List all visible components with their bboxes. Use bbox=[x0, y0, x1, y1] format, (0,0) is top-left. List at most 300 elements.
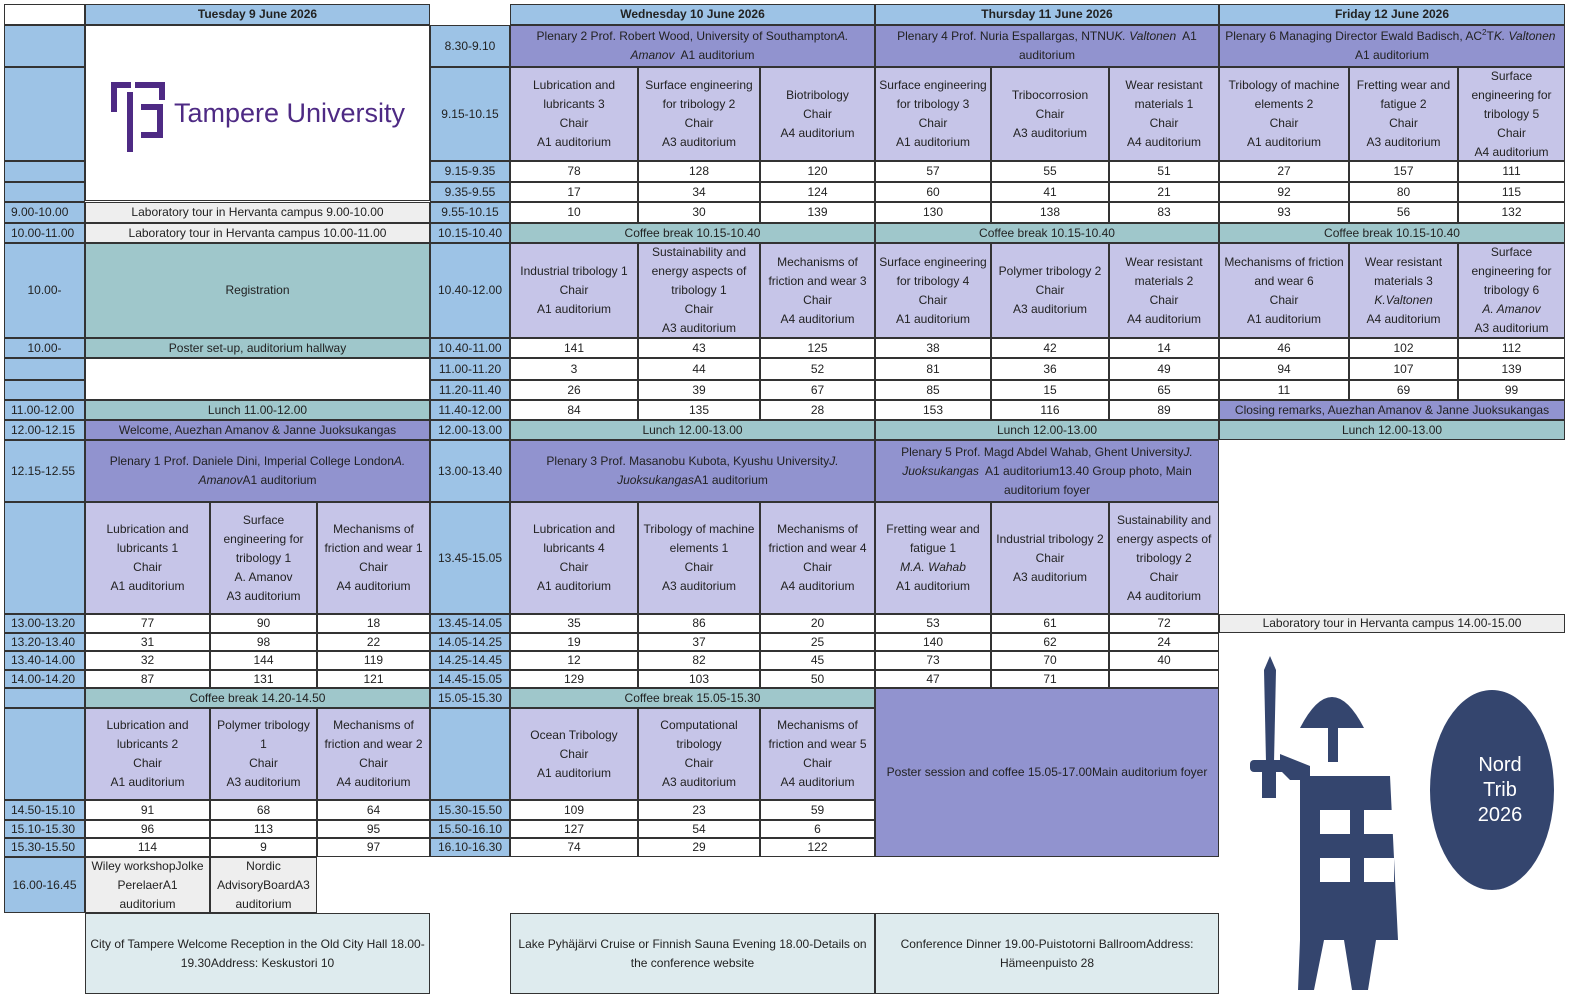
abstract-r6-4: 15 bbox=[991, 380, 1109, 400]
abstract-r2-4: 41 bbox=[991, 182, 1109, 202]
tue-abstract-b-0-0: 91 bbox=[85, 800, 210, 820]
plenary-2-chair: A. Amanov bbox=[630, 29, 849, 62]
session-t4-line-4: A1 auditorium bbox=[110, 775, 185, 789]
session-f5 bbox=[1349, 243, 1458, 338]
abstract-r6-5: 65 bbox=[1109, 380, 1219, 400]
abstract-a-3-1: 103 bbox=[638, 670, 760, 688]
session-w12-line-3: Chair bbox=[803, 756, 832, 770]
plenary-1-line-3: A1 auditorium bbox=[242, 473, 317, 487]
plenary-6-title bbox=[1225, 29, 1494, 43]
session-w11-line-1: Computational bbox=[660, 718, 738, 732]
abstract-r4-3: 38 bbox=[875, 338, 991, 358]
session-w9-line-1: Mechanisms of bbox=[777, 522, 858, 536]
tue-time-t1000: 10.00-11.00 bbox=[4, 223, 85, 243]
session-w6 bbox=[760, 243, 875, 338]
tue-wiley-workshop-line-2: Jolke Perelaer bbox=[117, 858, 204, 892]
session-t6-line-3: Chair bbox=[359, 756, 388, 770]
session-w5-line-3: tribology 1 bbox=[671, 283, 727, 297]
session-w9-line-2: friction and wear 4 bbox=[768, 541, 867, 555]
abstract-r3-5: 83 bbox=[1109, 202, 1219, 223]
tampere-university-logo bbox=[85, 25, 430, 201]
abstract-r5-8: 139 bbox=[1458, 358, 1565, 380]
time-slot-r955: 9.55-10.15 bbox=[430, 202, 510, 223]
plenary-6 bbox=[1219, 25, 1565, 67]
plenary-6-title-end: T bbox=[1486, 29, 1494, 43]
session-w11 bbox=[638, 708, 760, 800]
session-w11-line-3: Chair bbox=[684, 756, 714, 770]
abstract-r7-4: 116 bbox=[991, 400, 1109, 420]
abstract-r1-5: 51 bbox=[1109, 161, 1219, 182]
time-slot-r1345b: 13.45-14.05 bbox=[430, 614, 510, 633]
abstract-r3-7: 56 bbox=[1349, 202, 1458, 223]
day-header-tuesday: Tuesday 9 June 2026 bbox=[85, 4, 430, 25]
session-w7-line-4: A1 auditorium bbox=[536, 579, 612, 593]
tue-abstract-b-2-0: 114 bbox=[85, 838, 210, 857]
tue-welcome: Welcome, Auezhan Amanov & Janne Juoksukangas bbox=[85, 420, 430, 440]
session-t2-line-1: Surface bbox=[242, 512, 285, 527]
session-h9-line-2: energy aspects of bbox=[1116, 531, 1212, 546]
abstract-a-2-5: 40 bbox=[1109, 651, 1219, 670]
session-h5 bbox=[991, 243, 1109, 338]
session-w5-line-4: Chair bbox=[684, 302, 714, 316]
time-blank-cell bbox=[430, 708, 510, 800]
session-h4 bbox=[875, 243, 991, 338]
time-slot-r1550: 15.50-16.10 bbox=[430, 820, 510, 838]
thu-evening-dinner-line-3: Address: Hämeenpuisto 28 bbox=[999, 936, 1194, 970]
session-f3-line-2: engineering for bbox=[1471, 87, 1552, 102]
abstract-r6-6: 11 bbox=[1219, 380, 1349, 400]
abstract-r2-1: 34 bbox=[638, 182, 760, 202]
abstract-r5-7: 107 bbox=[1349, 358, 1458, 380]
time-slot-r1040: 10.40-12.00 bbox=[430, 243, 510, 338]
plenary-1 bbox=[85, 440, 430, 502]
session-w12-line-1: Mechanisms of bbox=[777, 718, 858, 732]
tue-nordic-advisory-board-line-3: A3 auditorium bbox=[235, 877, 310, 911]
tue-time-t1600: 16.00-16.45 bbox=[4, 857, 85, 913]
session-w8-line-2: elements 1 bbox=[669, 541, 729, 555]
abstract-a-0-2: 20 bbox=[760, 614, 875, 633]
abstract-r1-0: 78 bbox=[510, 161, 638, 182]
abstract-r5-0: 3 bbox=[510, 358, 638, 380]
abstract-r3-0: 10 bbox=[510, 202, 638, 223]
session-h6-line-4: A4 auditorium bbox=[1126, 311, 1202, 326]
session-f3-line-1: Surface bbox=[1490, 68, 1533, 83]
tue-abstract-a-2-2: 119 bbox=[317, 651, 430, 670]
plenary-1-line-1: Plenary 1 Prof. Daniele Dini, Imperial College London bbox=[109, 454, 394, 468]
session-t6 bbox=[317, 708, 430, 800]
wed-evening-cruise bbox=[510, 913, 875, 994]
session-h1-line-2: for tribology 3 bbox=[896, 97, 970, 111]
plenary-2 bbox=[510, 25, 875, 67]
session-w3-line-1: Biotribology bbox=[786, 87, 849, 102]
abstract-r6-7: 69 bbox=[1349, 380, 1458, 400]
plenary-6-chair: K. Valtonen bbox=[1493, 29, 1556, 43]
tue-time-blank bbox=[4, 358, 85, 380]
abstract-a-1-4: 62 bbox=[991, 633, 1109, 651]
abstract-r2-6: 92 bbox=[1219, 182, 1349, 202]
tue-time-blank bbox=[4, 182, 85, 202]
session-h7-line-4: A1 auditorium bbox=[895, 579, 971, 593]
tue-time-blank bbox=[4, 67, 85, 161]
session-t6-line-4: A4 auditorium bbox=[336, 775, 411, 789]
session-f4-line-1: Mechanisms of friction bbox=[1224, 254, 1344, 269]
tue-lab-tour-1: Laboratory tour in Hervanta campus 9.00-10.00 bbox=[85, 202, 430, 223]
session-f4 bbox=[1219, 243, 1349, 338]
tue-wiley-workshop bbox=[85, 857, 210, 913]
tue-time-t1100: 11.00-12.00 bbox=[4, 400, 85, 420]
tue-evening-reception bbox=[85, 913, 430, 994]
session-f5-line-4: A4 auditorium bbox=[1366, 311, 1441, 326]
session-h3-line-4: A4 auditorium bbox=[1126, 135, 1202, 149]
session-h5-line-1: Polymer tribology 2 bbox=[998, 264, 1102, 278]
session-f3-line-3: tribology 5 bbox=[1483, 106, 1540, 121]
session-h3 bbox=[1109, 67, 1219, 161]
session-h7-line-1: Fretting wear and bbox=[886, 522, 980, 536]
session-t5-line-2: 1 bbox=[260, 737, 267, 751]
tue-wiley-workshop-line-1: Wiley workshop bbox=[91, 858, 176, 873]
plenary-5-photo: 13.40 Group photo, Main auditorium foyer bbox=[1003, 463, 1192, 497]
session-h6 bbox=[1109, 243, 1219, 338]
abstract-r2-5: 21 bbox=[1109, 182, 1219, 202]
tue-lunch: Lunch 11.00-12.00 bbox=[85, 400, 430, 420]
session-f2-line-1: Fretting wear and bbox=[1356, 78, 1451, 92]
thu-coffee-break: Coffee break 10.15-10.40 bbox=[875, 223, 1219, 243]
abstract-r7-3: 153 bbox=[875, 400, 991, 420]
session-f1-line-4: A1 auditorium bbox=[1246, 135, 1322, 149]
session-w8-line-1: Tribology of machine bbox=[643, 522, 755, 536]
session-w9 bbox=[760, 502, 875, 614]
session-h6-line-1: Wear resistant bbox=[1125, 254, 1203, 269]
session-f6 bbox=[1458, 243, 1565, 338]
plenary-5-title: Plenary 5 Prof. Magd Abdel Wahab, Ghent University bbox=[901, 444, 1184, 459]
tue-evening-reception-line-2: 19.30 bbox=[180, 955, 211, 970]
session-w3-line-3: A4 auditorium bbox=[780, 125, 855, 140]
tue-time-t1510: 15.10-15.30 bbox=[4, 820, 85, 838]
abstract-r1-3: 57 bbox=[875, 161, 991, 182]
thu-evening-dinner-line-2: Puistotorni Ballroom bbox=[1038, 936, 1147, 951]
session-w7-line-3: Chair bbox=[559, 560, 589, 574]
abstract-r4-1: 43 bbox=[638, 338, 760, 358]
session-t5-line-1: Polymer tribology bbox=[217, 718, 310, 732]
session-w6-line-4: A4 auditorium bbox=[780, 311, 855, 326]
tue-nordic-advisory-board-line-2: Board bbox=[263, 877, 296, 892]
time-slot-r1530: 15.30-15.50 bbox=[430, 800, 510, 820]
abstract-r2-0: 17 bbox=[510, 182, 638, 202]
thu-poster-session-line-1: Poster session and coffee 15.05-17.00 bbox=[886, 765, 1092, 779]
abstract-r7-5: 89 bbox=[1109, 400, 1219, 420]
session-w5-line-5: A3 auditorium bbox=[661, 321, 737, 335]
session-h3-line-3: Chair bbox=[1149, 116, 1179, 130]
abstract-a-3-2: 50 bbox=[760, 670, 875, 688]
fri-closing-remarks: Closing remarks, Auezhan Amanov & Janne Juoksukangas bbox=[1219, 400, 1565, 420]
session-w5 bbox=[638, 243, 760, 338]
session-h9-line-4: Chair bbox=[1149, 569, 1179, 584]
time-slot-r1345: 13.45-15.05 bbox=[430, 502, 510, 614]
abstract-r7-0: 84 bbox=[510, 400, 638, 420]
tue-time-t1215: 12.15-12.55 bbox=[4, 440, 85, 502]
plenary-3 bbox=[510, 440, 875, 502]
session-f5-line-1: Wear resistant bbox=[1364, 254, 1443, 269]
tue-nordic-advisory-board-line-1: Nordic Advisory bbox=[217, 858, 281, 892]
abstract-r3-4: 138 bbox=[991, 202, 1109, 223]
session-w1-line-1: Lubrication and bbox=[532, 78, 616, 92]
abstract-a-0-0: 35 bbox=[510, 614, 638, 633]
session-w2-line-3: Chair bbox=[684, 116, 714, 130]
tue-time-t1320: 13.20-13.40 bbox=[4, 633, 85, 651]
session-t4-line-1: Lubrication and bbox=[106, 718, 189, 732]
time-slot-r915b: 9.15-9.35 bbox=[430, 161, 510, 182]
session-h8 bbox=[991, 502, 1109, 614]
session-w3 bbox=[760, 67, 875, 161]
tue-time-t10b: 10.00- bbox=[4, 338, 85, 358]
abstract-b-1-0: 127 bbox=[510, 820, 638, 838]
abstract-a-0-4: 61 bbox=[991, 614, 1109, 633]
abstract-r6-8: 99 bbox=[1458, 380, 1565, 400]
session-w4-line-2: Chair bbox=[559, 283, 589, 297]
session-t4-line-3: Chair bbox=[133, 756, 162, 770]
session-w5-line-2: energy aspects of bbox=[651, 264, 747, 278]
abstract-r5-4: 36 bbox=[991, 358, 1109, 380]
session-f6-line-1: Surface bbox=[1490, 245, 1533, 259]
plenary-4 bbox=[875, 25, 1219, 67]
abstract-r5-1: 44 bbox=[638, 358, 760, 380]
wed-lunch: Lunch 12.00-13.00 bbox=[510, 420, 875, 440]
time-slot-r1300: 13.00-13.40 bbox=[430, 440, 510, 502]
session-h4-line-2: for tribology 4 bbox=[896, 273, 970, 288]
session-h9 bbox=[1109, 502, 1219, 614]
time-slot-r830: 8.30-9.10 bbox=[430, 25, 510, 67]
abstract-b-0-0: 109 bbox=[510, 800, 638, 820]
abstract-r6-2: 67 bbox=[760, 380, 875, 400]
session-h6-line-2: materials 2 bbox=[1134, 273, 1194, 288]
tue-abstract-a-3-0: 87 bbox=[85, 670, 210, 688]
session-h2-line-1: Tribocorrosion bbox=[1011, 87, 1089, 102]
session-t3-line-2: friction and wear 1 bbox=[324, 541, 423, 555]
abstract-r1-7: 157 bbox=[1349, 161, 1458, 182]
abstract-a-3-0: 129 bbox=[510, 670, 638, 688]
session-h2-line-3: A3 auditorium bbox=[1012, 125, 1088, 140]
tue-time-blank bbox=[4, 25, 85, 67]
abstract-b-1-2: 6 bbox=[760, 820, 875, 838]
tue-abstract-b-2-2: 97 bbox=[317, 838, 430, 857]
abstract-a-2-3: 73 bbox=[875, 651, 991, 670]
wed-evening-cruise-line-2: Details on the conference website bbox=[630, 936, 867, 970]
wed-coffee-break-2: Coffee break 15.05-15.30 bbox=[510, 688, 875, 708]
tue-wiley-workshop-line-3: A1 auditorium bbox=[119, 877, 178, 911]
time-slot-r1445: 14.45-15.05 bbox=[430, 670, 510, 688]
session-t3-line-3: Chair bbox=[359, 560, 388, 574]
session-t4-line-2: lubricants 2 bbox=[116, 737, 179, 751]
plenary-5-chair: J. Juoksukangas bbox=[902, 444, 1193, 478]
session-w4-line-1: Industrial tribology 1 bbox=[520, 264, 628, 278]
session-w10 bbox=[510, 708, 638, 800]
mascot-line-3: 2026 bbox=[1477, 803, 1523, 826]
time-slot-r1120: 11.20-11.40 bbox=[430, 380, 510, 400]
abstract-a-1-5: 24 bbox=[1109, 633, 1219, 651]
abstract-b-2-1: 29 bbox=[638, 838, 760, 857]
fri-lunch: Lunch 12.00-13.00 bbox=[1219, 420, 1565, 440]
tue-abstract-a-2-0: 32 bbox=[85, 651, 210, 670]
abstract-b-1-1: 54 bbox=[638, 820, 760, 838]
session-t3 bbox=[317, 502, 430, 614]
session-h7 bbox=[875, 502, 991, 614]
abstract-r1-1: 128 bbox=[638, 161, 760, 182]
session-f6-line-2: engineering for bbox=[1471, 264, 1552, 278]
session-w3-line-2: Chair bbox=[803, 106, 832, 121]
thu-evening-dinner bbox=[875, 913, 1219, 994]
session-w2-line-2: for tribology 2 bbox=[662, 97, 736, 111]
time-slot-r915: 9.15-10.15 bbox=[430, 67, 510, 161]
abstract-r5-3: 81 bbox=[875, 358, 991, 380]
time-slot-r1425: 14.25-14.45 bbox=[430, 651, 510, 670]
tue-abstract-a-0-1: 90 bbox=[210, 614, 317, 633]
session-f3-line-4: Chair bbox=[1497, 125, 1526, 140]
abstract-a-3-5 bbox=[1109, 670, 1219, 688]
session-w7-line-1: Lubrication and bbox=[532, 522, 616, 536]
abstract-r7-1: 135 bbox=[638, 400, 760, 420]
session-f2-line-4: A3 auditorium bbox=[1366, 135, 1441, 149]
tue-time-t1450: 14.50-15.10 bbox=[4, 800, 85, 820]
abstract-r6-0: 26 bbox=[510, 380, 638, 400]
abstract-a-2-1: 82 bbox=[638, 651, 760, 670]
session-w7 bbox=[510, 502, 638, 614]
day-header-wednesday: Wednesday 10 June 2026 bbox=[510, 4, 875, 25]
tampere-logo-mark-icon bbox=[110, 73, 168, 153]
session-h8-line-2: Chair bbox=[1035, 550, 1065, 565]
tue-coffee-break: Coffee break 14.20-14.50 bbox=[85, 688, 430, 708]
session-w11-line-2: tribology bbox=[676, 737, 722, 751]
mascot-shield-text bbox=[1450, 750, 1550, 830]
session-f1-line-3: Chair bbox=[1269, 116, 1299, 130]
tue-abstract-b-2-1: 9 bbox=[210, 838, 317, 857]
tue-abstract-a-3-2: 121 bbox=[317, 670, 430, 688]
abstract-a-1-1: 37 bbox=[638, 633, 760, 651]
session-t2-line-3: tribology 1 bbox=[235, 550, 292, 565]
session-h4-line-4: A1 auditorium bbox=[895, 311, 971, 326]
session-t3-line-1: Mechanisms of bbox=[333, 522, 414, 536]
plenary-5 bbox=[875, 440, 1219, 502]
abstract-r2-7: 80 bbox=[1349, 182, 1458, 202]
tue-abstract-b-1-1: 113 bbox=[210, 820, 317, 838]
session-h1 bbox=[875, 67, 991, 161]
abstract-a-1-0: 19 bbox=[510, 633, 638, 651]
tue-lab-tour-2: Laboratory tour in Hervanta campus 10.00-11.00 bbox=[85, 223, 430, 243]
session-w7-line-2: lubricants 4 bbox=[543, 541, 605, 555]
plenary-1-line-2: A. Amanov bbox=[198, 454, 406, 487]
abstract-r2-3: 60 bbox=[875, 182, 991, 202]
plenary-6-sup: 2 bbox=[1482, 28, 1487, 37]
tue-time-t1200: 12.00-12.15 bbox=[4, 420, 85, 440]
session-h4-line-1: Surface engineering bbox=[879, 254, 987, 269]
session-f6-line-5: A3 auditorium bbox=[1474, 321, 1549, 335]
tue-time-t1400: 14.00-14.20 bbox=[4, 670, 85, 688]
session-w5-line-1: Sustainability and bbox=[651, 245, 747, 259]
abstract-r1-6: 27 bbox=[1219, 161, 1349, 182]
logo-wordmark: Tampere University bbox=[173, 98, 406, 128]
tue-blank-block bbox=[85, 358, 430, 400]
session-h8-line-1: Industrial tribology 2 bbox=[996, 531, 1104, 546]
tue-nordic-advisory-board bbox=[210, 857, 317, 913]
abstract-r3-8: 132 bbox=[1458, 202, 1565, 223]
session-w12-line-4: A4 auditorium bbox=[780, 775, 855, 789]
plenary-4-room: A1 auditorium bbox=[1018, 29, 1197, 62]
plenary-6-title-text: Plenary 6 Managing Director Ewald Badisch, AC bbox=[1225, 29, 1483, 43]
session-w6-line-1: Mechanisms of bbox=[777, 254, 858, 269]
time-slot-r1200: 12.00-13.00 bbox=[430, 420, 510, 440]
abstract-r1-2: 120 bbox=[760, 161, 875, 182]
fri-lab-tour: Laboratory tour in Hervanta campus 14.00-15.00 bbox=[1219, 614, 1565, 633]
session-h4-line-3: Chair bbox=[918, 292, 948, 307]
session-t6-line-1: Mechanisms of bbox=[333, 718, 414, 732]
session-f4-line-2: and wear 6 bbox=[1254, 273, 1314, 288]
tue-time-t1300: 13.00-13.20 bbox=[4, 614, 85, 633]
tue-evening-reception-line-1: City of Tampere Welcome Reception in the Old City Hall 18.00- bbox=[90, 936, 425, 951]
mascot-line-1: Nord bbox=[1478, 753, 1522, 776]
session-t2 bbox=[210, 502, 317, 614]
abstract-r4-4: 42 bbox=[991, 338, 1109, 358]
session-w8 bbox=[638, 502, 760, 614]
session-f4-line-4: A1 auditorium bbox=[1246, 311, 1322, 326]
session-h9-line-1: Sustainability and bbox=[1116, 512, 1212, 527]
tue-time-t900: 9.00-10.00 bbox=[4, 202, 85, 223]
abstract-r1-8: 111 bbox=[1458, 161, 1565, 182]
abstract-r7-2: 28 bbox=[760, 400, 875, 420]
session-f5-line-3: K.Valtonen bbox=[1374, 292, 1433, 307]
tue-abstract-a-1-0: 31 bbox=[85, 633, 210, 651]
abstract-r6-3: 85 bbox=[875, 380, 991, 400]
plenary-3-line-2: J. Juoksukangas bbox=[617, 454, 839, 487]
session-w2 bbox=[638, 67, 760, 161]
session-f4-line-3: Chair bbox=[1269, 292, 1299, 307]
time-slot-r1610: 16.10-16.30 bbox=[430, 838, 510, 857]
tue-abstract-a-1-1: 98 bbox=[210, 633, 317, 651]
abstract-r2-8: 115 bbox=[1458, 182, 1565, 202]
abstract-r4-2: 125 bbox=[760, 338, 875, 358]
tue-abstract-a-2-1: 144 bbox=[210, 651, 317, 670]
abstract-r5-2: 52 bbox=[760, 358, 875, 380]
plenary-2-room: A1 auditorium bbox=[680, 48, 755, 62]
abstract-r3-3: 130 bbox=[875, 202, 991, 223]
plenary-3-line-3: A1 auditorium bbox=[693, 473, 768, 487]
session-w10-line-3: A1 auditorium bbox=[536, 765, 612, 780]
abstract-r4-5: 14 bbox=[1109, 338, 1219, 358]
abstract-r3-1: 30 bbox=[638, 202, 760, 223]
session-t5-line-4: A3 auditorium bbox=[226, 775, 301, 789]
session-t1-line-1: Lubrication and bbox=[106, 522, 189, 536]
session-t2-line-4: A. Amanov bbox=[234, 569, 293, 584]
session-f5-line-2: materials 3 bbox=[1374, 273, 1433, 288]
abstract-a-0-3: 53 bbox=[875, 614, 991, 633]
time-slot-r1140: 11.40-12.00 bbox=[430, 400, 510, 420]
thu-poster-session bbox=[875, 688, 1219, 857]
abstract-r5-6: 94 bbox=[1219, 358, 1349, 380]
wed-coffee-break: Coffee break 10.15-10.40 bbox=[510, 223, 875, 243]
session-t2-line-5: A3 auditorium bbox=[226, 588, 301, 603]
tue-registration: Registration bbox=[85, 243, 430, 338]
session-w6-line-3: Chair bbox=[803, 292, 832, 307]
abstract-r4-7: 102 bbox=[1349, 338, 1458, 358]
abstract-a-2-4: 70 bbox=[991, 651, 1109, 670]
session-w10-line-1: Ocean Tribology bbox=[530, 727, 618, 742]
session-f2-line-3: Chair bbox=[1389, 116, 1418, 130]
session-w12 bbox=[760, 708, 875, 800]
abstract-r4-8: 112 bbox=[1458, 338, 1565, 358]
session-w4-line-3: A1 auditorium bbox=[536, 302, 612, 316]
session-w9-line-4: A4 auditorium bbox=[780, 579, 855, 593]
abstract-a-1-3: 140 bbox=[875, 633, 991, 651]
session-w1-line-3: Chair bbox=[559, 116, 589, 130]
plenary-3-line-1: Plenary 3 Prof. Masanobu Kubota, Kyushu University bbox=[546, 454, 830, 468]
